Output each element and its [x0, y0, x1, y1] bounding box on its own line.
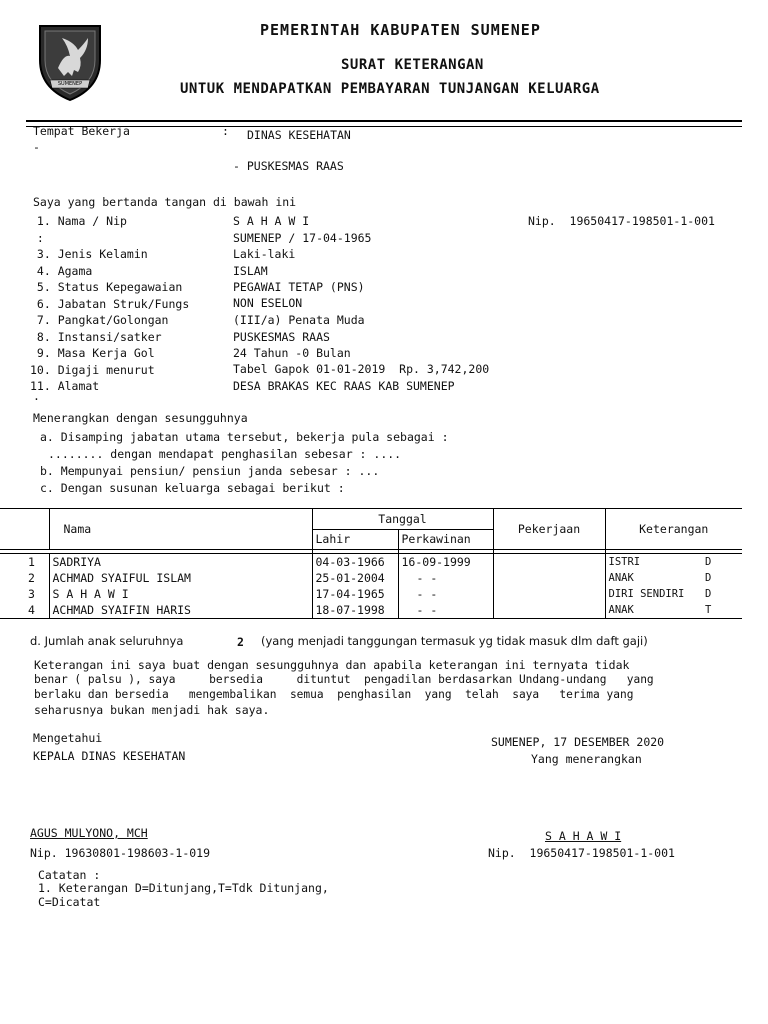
- statement-b: b. Mempunyai pensiun/ pensiun janda sebesar : ...: [40, 464, 380, 478]
- field-value-service-period: 24 Tahun -0 Bulan: [233, 346, 351, 360]
- col-header-lahir: Lahir: [312, 529, 398, 550]
- field-value-address: DESA BRAKAS KEC RAAS KAB SUMENEP: [233, 379, 455, 393]
- acknowledged-label: Mengetahui: [33, 731, 103, 745]
- row-status: [605, 602, 742, 619]
- field-value-name: S A H A W I: [233, 214, 310, 228]
- declaration-line-1: Keterangan ini saya buat dengan sesungguhnya dan apabila keterangan ini ternyata tidak: [34, 658, 630, 672]
- field-value-religion: ISLAM: [233, 264, 268, 278]
- row-status-code: D: [705, 572, 712, 584]
- field-label-religion: 4. Agama: [30, 264, 93, 278]
- table-row: [0, 554, 742, 571]
- row-name: ACHMAD SYAIFUL ISLAM: [49, 570, 312, 586]
- row-name: S A H A W I: [49, 586, 312, 602]
- header-rule-thick: [26, 120, 742, 122]
- children-count-value: 2: [237, 635, 244, 649]
- workplace-label: Tempat Bekerja: [33, 124, 130, 138]
- row-status-label: ISTRI: [608, 556, 641, 568]
- field-label-position: 6. Jabatan Struk/Fungs: [30, 297, 190, 311]
- notes-line-1: 1. Keterangan D=Ditunjang,T=Tdk Ditunjang,: [38, 881, 329, 895]
- row-status-code: T: [705, 604, 712, 616]
- field-value-agency: PUSKESMAS RAAS: [233, 330, 330, 344]
- crest-banner-text: SUMENEP: [57, 81, 83, 87]
- row-occupation: [493, 554, 605, 571]
- col-header-tanggal: Tanggal: [312, 509, 493, 530]
- row-name: ACHMAD SYAIFIN HARIS: [49, 602, 312, 619]
- notes-title: Catatan :: [38, 868, 101, 882]
- workplace-value-unit: - PUSKESMAS RAAS: [233, 159, 344, 173]
- row-marriage-date: - -: [398, 570, 493, 586]
- statement-a-line1: a. Disamping jabatan utama tersebut, bekerja pula sebagai :: [40, 430, 449, 444]
- row-status: [605, 586, 742, 602]
- field-value-salary: Tabel Gapok 01-01-2019 Rp. 3,742,200: [233, 362, 490, 376]
- signatory-name: AGUS MULYONO, MCH: [30, 826, 148, 840]
- field-value-rank: (III/a) Penata Muda: [233, 313, 365, 327]
- statement-intro: Menerangkan dengan sesungguhnya: [33, 411, 248, 425]
- row-status-code: D: [705, 556, 712, 568]
- regency-crest-logo: [34, 20, 106, 104]
- field-label-address: 11. Alamat: [30, 379, 100, 393]
- row-status-label: DIRI SENDIRI: [608, 588, 685, 600]
- declarant-label: Yang menerangkan: [531, 752, 642, 766]
- field-value-position: NON ESELON: [233, 296, 303, 310]
- field-label-rank: 7. Pangkat/Golongan: [30, 313, 169, 327]
- row-number: 2: [28, 571, 35, 585]
- row-birth-date: 17-04-1965: [312, 586, 398, 602]
- field-value-nip: Nip. 19650417-198501-1-001: [528, 214, 715, 228]
- field-label-agency: 8. Instansi/satker: [30, 330, 162, 344]
- field-label-salary: 10. Digaji menurut: [30, 363, 155, 377]
- row-name: SADRIYA: [49, 554, 312, 571]
- row-number: 1: [28, 555, 35, 569]
- table-row: [0, 586, 742, 602]
- field-label-gender: 3. Jenis Kelamin: [30, 247, 148, 261]
- row-number: 3: [28, 587, 35, 601]
- header-letter-type: SURAT KETERANGAN: [341, 57, 484, 73]
- field-label-name-nip: 1. Nama / Nip: [30, 214, 127, 228]
- statement-a-line2: ........ dengan mendapat penghasilan sebesar : ....: [48, 447, 402, 461]
- row-marriage-date: - -: [398, 586, 493, 602]
- children-count-suffix: (yang menjadi tanggungan termasuk yg tidak masuk dlm daft gaji): [261, 634, 648, 648]
- row-status: [605, 570, 742, 586]
- col-header-pekerjaan: Pekerjaan: [493, 509, 605, 550]
- declaration-line-2: benar ( palsu ), saya bersedia dituntut pengadilan berdasarkan Undang-undang yang: [34, 673, 654, 686]
- declarant-nip: Nip. 19650417-198501-1-001: [488, 846, 675, 860]
- declarant-name: S A H A W I: [545, 829, 622, 843]
- field-value-birth: SUMENEP / 17-04-1965: [233, 231, 372, 245]
- family-table: [0, 508, 742, 619]
- row-marriage-date: 16-09-1999: [398, 554, 493, 571]
- declaration-line-4: seharusnya bukan menjadi hak saya.: [34, 703, 270, 717]
- header-rule-thin: [26, 126, 742, 127]
- signatory-nip: Nip. 19630801-198603-1-019: [30, 846, 211, 860]
- workplace-value-office: DINAS KESEHATAN: [247, 128, 351, 142]
- col-header-perkawinan: Perkawinan: [398, 529, 493, 550]
- row-status-label: ANAK: [608, 572, 634, 584]
- col-header-nama: Nama: [49, 509, 312, 550]
- place-date: SUMENEP, 17 DESEMBER 2020: [491, 735, 665, 749]
- field-value-employment-status: PEGAWAI TETAP (PNS): [233, 280, 365, 294]
- children-count-prefix: d. Jumlah anak seluruhnya: [30, 634, 184, 648]
- row-occupation: [493, 570, 605, 586]
- declaration-line-3: berlaku dan bersedia mengembalikan semua penghasilan yang telah saya terima yang: [34, 688, 634, 701]
- row-birth-date: 25-01-2004: [312, 570, 398, 586]
- header-government: PEMERINTAH KABUPATEN SUMENEP: [260, 21, 541, 39]
- row-status-label: ANAK: [608, 604, 634, 616]
- address-dot: .: [33, 389, 40, 403]
- workplace-dash: -: [33, 140, 40, 154]
- col-header-keterangan: Keterangan: [605, 509, 742, 550]
- field-label-service-period: 9. Masa Kerja Gol: [30, 346, 155, 360]
- field-label-birth: :: [30, 231, 44, 245]
- row-marriage-date: - -: [398, 602, 493, 619]
- table-header-row-top: [0, 509, 742, 530]
- field-value-gender: Laki-laki: [233, 247, 296, 261]
- row-occupation: [493, 602, 605, 619]
- row-status: [605, 554, 742, 571]
- row-occupation: [493, 586, 605, 602]
- field-label-employment-status: 5. Status Kepegawaian: [30, 280, 183, 294]
- table-row: [0, 570, 742, 586]
- row-number: 4: [0, 602, 49, 619]
- row-status-code: D: [705, 588, 712, 600]
- row-birth-date: 18-07-1998: [312, 602, 398, 619]
- signatory-title: KEPALA DINAS KESEHATAN: [33, 749, 186, 763]
- workplace-colon: :: [222, 124, 229, 138]
- table-row: [0, 602, 742, 619]
- notes-line-2: C=Dicatat: [38, 895, 101, 909]
- row-birth-date: 04-03-1966: [312, 554, 398, 571]
- intro-text: Saya yang bertanda tangan di bawah ini: [33, 195, 297, 209]
- statement-c: c. Dengan susunan keluarga sebagai berikut :: [40, 481, 345, 495]
- header-purpose: UNTUK MENDAPATKAN PEMBAYARAN TUNJANGAN KELUARGA: [180, 81, 600, 97]
